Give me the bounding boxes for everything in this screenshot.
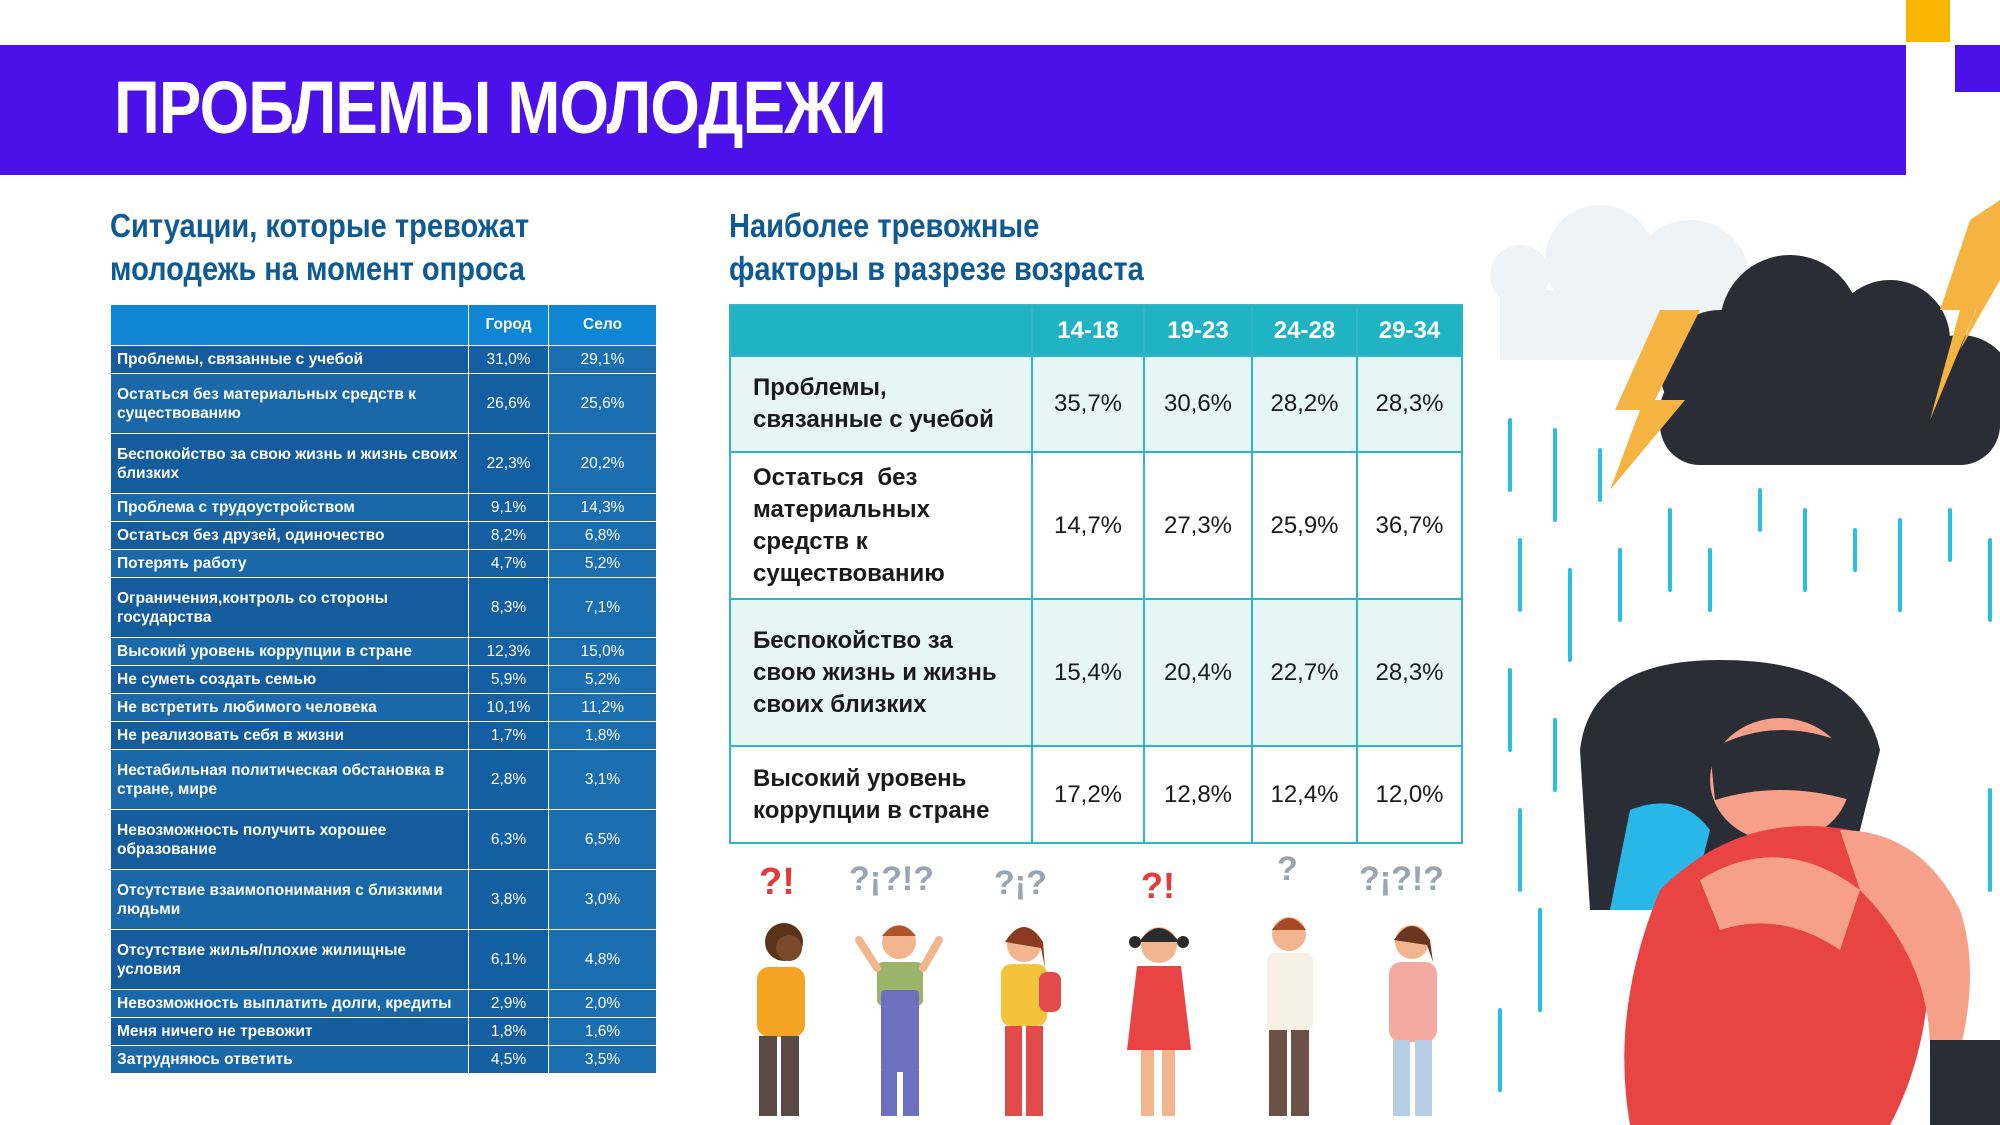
kid-figure-2 [849, 860, 939, 1116]
age-table-row [730, 746, 1462, 843]
age-row-label-line: материальных [753, 495, 930, 523]
age-value: 22,7% [1252, 599, 1357, 746]
header-cell-village: Село [549, 305, 657, 346]
age-header-14-18: 14-18 [1032, 305, 1144, 356]
age-header-29-34: 29-34 [1357, 305, 1462, 356]
city-value: 31,0% [469, 346, 549, 374]
village-value: 1,8% [549, 722, 657, 750]
table-row [111, 1046, 657, 1074]
row-label: Ограничения,контроль со стороны государства [111, 578, 469, 638]
table-row [111, 870, 657, 930]
worried-kids-illustration [729, 850, 1469, 1125]
village-value: 20,2% [549, 434, 657, 494]
row-label: Потерять работу [111, 550, 469, 578]
age-value: 20,4% [1144, 599, 1252, 746]
kid-mark: ?¡?!? [1359, 860, 1444, 898]
kid-mark: ?! [759, 861, 795, 903]
right-title-line: факторы в разрезе возраста [729, 250, 1144, 287]
age-value: 17,2% [1032, 746, 1144, 843]
page-title: ПРОБЛЕМЫ МОЛОДЕЖИ [114, 66, 886, 149]
table-row [111, 638, 657, 666]
table-header-row [111, 305, 657, 346]
age-row-label-line: своих близких [753, 690, 927, 718]
village-value: 15,0% [549, 638, 657, 666]
age-value: 30,6% [1144, 356, 1252, 452]
village-value: 5,2% [549, 550, 657, 578]
village-value: 5,2% [549, 666, 657, 694]
city-value: 26,6% [469, 374, 549, 434]
left-section-title [110, 204, 529, 290]
row-label: Беспокойство за свою жизнь и жизнь своих близких [111, 434, 469, 494]
table-row [111, 578, 657, 638]
age-row-label [730, 746, 1032, 843]
city-value: 9,1% [469, 494, 549, 522]
table-row [111, 346, 657, 374]
table-row [111, 1018, 657, 1046]
row-label: Не суметь создать семью [111, 666, 469, 694]
village-value: 6,8% [549, 522, 657, 550]
kid-figure-5 [1267, 850, 1313, 1116]
row-label: Отсутствие жилья/плохие жилищные условия [111, 930, 469, 990]
age-value: 27,3% [1144, 452, 1252, 599]
kid-figure-1 [757, 861, 805, 1116]
village-value: 2,0% [549, 990, 657, 1018]
row-label: Остаться без друзей, одиночество [111, 522, 469, 550]
row-label: Высокий уровень коррупции в стране [111, 638, 469, 666]
city-value: 2,9% [469, 990, 549, 1018]
age-row-label-line: коррупции в стране [753, 796, 990, 824]
age-value: 12,8% [1144, 746, 1252, 843]
age-value: 28,2% [1252, 356, 1357, 452]
corner-accent-blue [1955, 45, 2000, 92]
city-value: 1,7% [469, 722, 549, 750]
village-value: 11,2% [549, 694, 657, 722]
row-label: Нестабильная политическая обстановка в стране, мире [111, 750, 469, 810]
sad-girl-rain-illustration [1460, 190, 2000, 1125]
age-row-label-line: существованию [753, 559, 945, 587]
age-row-label-line: связанные с учебой [753, 406, 994, 433]
kid-mark: ? [1277, 850, 1298, 888]
village-value: 7,1% [549, 578, 657, 638]
age-value: 14,7% [1032, 452, 1144, 599]
age-table-row [730, 452, 1462, 599]
row-label: Проблемы, связанные с учебой [111, 346, 469, 374]
kid-figure-3 [994, 864, 1061, 1116]
row-label: Проблема с трудоустройством [111, 494, 469, 522]
age-value: 12,0% [1357, 746, 1462, 843]
row-label: Отсутствие взаимопонимания с близкими людьми [111, 870, 469, 930]
corner-accent-yellow [1906, 0, 1950, 42]
header-cell-city: Город [469, 305, 549, 346]
age-header-24-28: 24-28 [1252, 305, 1357, 356]
age-row-label-line: средств к [753, 527, 868, 555]
row-label: Невозможность получить хорошее образование [111, 810, 469, 870]
village-value: 14,3% [549, 494, 657, 522]
age-row-label-line: Высокий уровень [753, 764, 967, 792]
village-value: 6,5% [549, 810, 657, 870]
table-row [111, 750, 657, 810]
city-village-table [110, 304, 657, 1074]
table-row [111, 722, 657, 750]
city-value: 1,8% [469, 1018, 549, 1046]
age-header-blank [730, 305, 1032, 356]
city-value: 2,8% [469, 750, 549, 810]
age-table-row [730, 356, 1462, 452]
village-value: 25,6% [549, 374, 657, 434]
row-label: Остаться без материальных средств к существованию [111, 374, 469, 434]
age-value: 36,7% [1357, 452, 1462, 599]
row-label: Затрудняюсь ответить [111, 1046, 469, 1074]
age-header-row [730, 305, 1462, 356]
right-section-title [729, 204, 1144, 290]
village-value: 3,0% [549, 870, 657, 930]
city-value: 8,2% [469, 522, 549, 550]
kid-figure-6 [1359, 860, 1444, 1116]
age-value: 15,4% [1032, 599, 1144, 746]
age-table-row [730, 599, 1462, 746]
age-value: 12,4% [1252, 746, 1357, 843]
age-value: 28,3% [1357, 599, 1462, 746]
row-label: Не реализовать себя в жизни [111, 722, 469, 750]
age-value: 28,3% [1357, 356, 1462, 452]
table-row [111, 374, 657, 434]
right-title-line: Наиболее тревожные [729, 207, 1040, 244]
age-row-label [730, 599, 1032, 746]
age-value: 35,7% [1032, 356, 1144, 452]
age-row-label-line: Проблемы, [753, 374, 887, 401]
age-factors-table [729, 304, 1463, 844]
kid-mark: ?! [1141, 865, 1175, 906]
kid-mark: ?¡?!? [849, 860, 934, 898]
left-title-line: молодежь на момент опроса [110, 250, 525, 287]
row-label: Не встретить любимого человека [111, 694, 469, 722]
village-value: 29,1% [549, 346, 657, 374]
header-cell-blank [111, 305, 469, 346]
age-header-19-23: 19-23 [1144, 305, 1252, 356]
table-row [111, 522, 657, 550]
sad-girl [1580, 660, 2000, 1125]
city-value: 22,3% [469, 434, 549, 494]
village-value: 4,8% [549, 930, 657, 990]
village-value: 1,6% [549, 1018, 657, 1046]
age-row-label-line: Беспокойство за [753, 626, 953, 654]
city-value: 8,3% [469, 578, 549, 638]
city-value: 6,1% [469, 930, 549, 990]
city-value: 6,3% [469, 810, 549, 870]
city-value: 4,7% [469, 550, 549, 578]
table-row [111, 434, 657, 494]
kid-mark: ?¡? [994, 864, 1047, 902]
age-row-label-line: Остаться без [753, 463, 918, 491]
table-row [111, 930, 657, 990]
age-value: 25,9% [1252, 452, 1357, 599]
village-value: 3,1% [549, 750, 657, 810]
table-row [111, 494, 657, 522]
table-row [111, 666, 657, 694]
row-label: Невозможность выплатить долги, кредиты [111, 990, 469, 1018]
table-row [111, 810, 657, 870]
city-value: 10,1% [469, 694, 549, 722]
city-value: 12,3% [469, 638, 549, 666]
title-banner [0, 45, 1906, 175]
left-title-line: Ситуации, которые тревожат [110, 207, 530, 244]
city-value: 3,8% [469, 870, 549, 930]
kid-figure-4 [1127, 865, 1191, 1116]
table-row [111, 550, 657, 578]
city-value: 4,5% [469, 1046, 549, 1074]
table-row [111, 694, 657, 722]
age-row-label-line: свою жизнь и жизнь [753, 658, 997, 686]
row-label: Меня ничего не тревожит [111, 1018, 469, 1046]
age-row-label [730, 356, 1032, 452]
table-row [111, 990, 657, 1018]
city-value: 5,9% [469, 666, 549, 694]
village-value: 3,5% [549, 1046, 657, 1074]
age-row-label [730, 452, 1032, 599]
